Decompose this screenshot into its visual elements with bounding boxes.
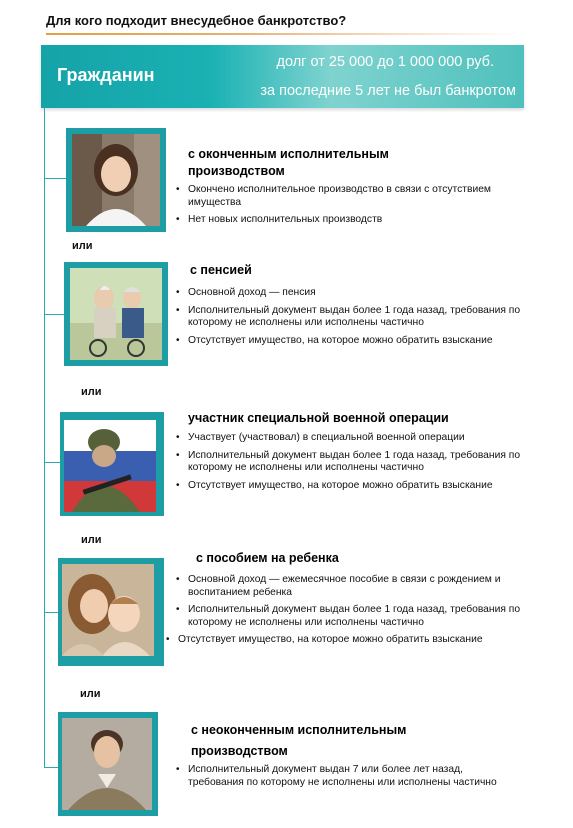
banner-debt-condition: долг от 25 000 до 1 000 000 руб. (276, 54, 494, 70)
bullet-item: • Отсутствует имущество, на которое можно обратить взыскание (176, 480, 521, 493)
bullet-item: • Исполнительный документ выдан 7 или более лет назад, требования по которому не исполнены или исполнены частично (176, 764, 521, 789)
bullet-item: • Окончено исполнительное производство в связи с отсутствием имущества (176, 184, 521, 209)
category-photo-woman (66, 128, 166, 232)
banner-title: Гражданин (57, 65, 155, 85)
category-photo-soldier (60, 412, 164, 516)
or-separator: или (81, 386, 102, 398)
or-separator: или (72, 240, 93, 252)
timeline-spine (44, 108, 45, 768)
or-separator: или (80, 688, 101, 700)
banner-bankruptcy-condition: за последние 5 лет не был банкротом (260, 83, 516, 99)
or-separator: или (81, 534, 102, 546)
category-bullets (176, 574, 521, 652)
timeline-connector (44, 178, 66, 179)
citizen-banner (41, 45, 524, 108)
bullet-item: • Исполнительный документ выдан более 1 года назад, требования по которому не исполнены или исполнены частично (176, 450, 521, 475)
category-bullets (176, 432, 521, 497)
category-bullets (176, 764, 521, 794)
category-heading: участник специальной военной операции (188, 411, 449, 425)
bullet-item: • Основной доход — ежемесячное пособие в связи с рождением и воспитанием ребенка (176, 574, 521, 599)
bullet-item: • Отсутствует имущество, на которое можно обратить взыскание (176, 335, 521, 348)
category-heading: с пенсией (190, 263, 252, 277)
category-photo-man (58, 712, 158, 816)
category-heading: с неоконченным исполнительным производством (191, 723, 407, 758)
timeline-connector (44, 314, 66, 315)
category-photo-pensioners (64, 262, 168, 366)
bullet-item: • Исполнительный документ выдан более 1 года назад, требования по которому не исполнены или исполнены частично (176, 604, 521, 629)
bullet-item: • Нет новых исполнительных производств (176, 214, 521, 227)
category-bullets (176, 287, 521, 352)
category-heading: с оконченным исполнительным производством (188, 147, 389, 178)
bullet-item: • Исполнительный документ выдан более 1 года назад, требования по которому не исполнены или исполнены частично (176, 305, 521, 330)
bullet-item: • Основной доход — пенсия (176, 287, 521, 300)
bullet-item: • Отсутствует имущество, на которое можно обратить взыскание (166, 634, 521, 647)
bullet-item: • Участвует (участвовал) в специальной военной операции (176, 432, 521, 445)
category-bullets (176, 184, 521, 232)
title-underline (46, 33, 516, 35)
category-photo-mother-child (58, 558, 164, 666)
page-title: Для кого подходит внесудебное банкротство? (46, 13, 347, 28)
category-heading: с пособием на ребенка (196, 551, 339, 565)
